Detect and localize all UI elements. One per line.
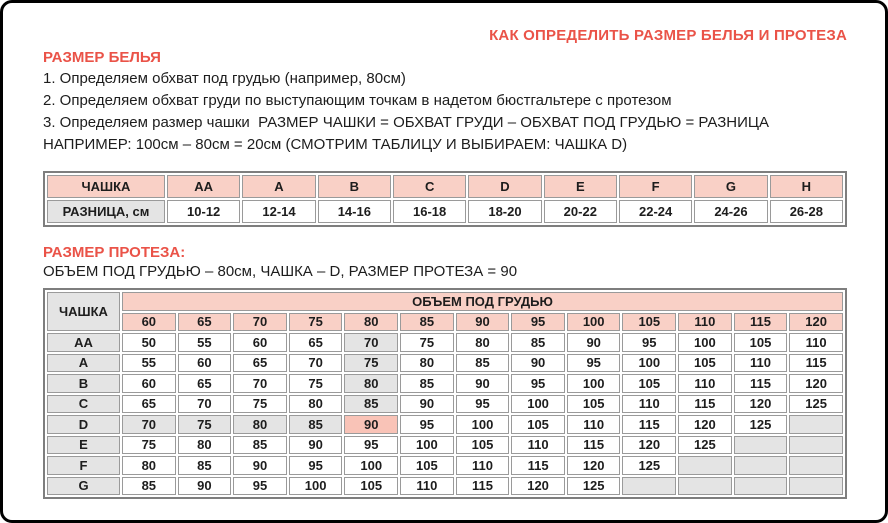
- size-table-row: [47, 436, 843, 455]
- size-table-row: [47, 354, 843, 373]
- size-cell: 100: [456, 415, 510, 434]
- size-cell: 105: [734, 333, 788, 352]
- band-size-cell: 70: [233, 313, 287, 332]
- size-cell: 125: [678, 436, 732, 455]
- size-cell: 90: [233, 456, 287, 475]
- size-cell: 70: [122, 415, 176, 434]
- size-cell: 55: [122, 354, 176, 373]
- difference-cell: 26-28: [770, 200, 843, 223]
- size-cell: [789, 456, 843, 475]
- size-cell: 105: [400, 456, 454, 475]
- size-cell: 100: [511, 395, 565, 414]
- difference-cell: 22-24: [619, 200, 692, 223]
- size-cell: 65: [122, 395, 176, 414]
- size-cell: 110: [622, 395, 676, 414]
- size-cell: 125: [789, 395, 843, 414]
- difference-cell: 14-16: [318, 200, 391, 223]
- size-cell: 120: [511, 477, 565, 496]
- band-size-cell: 100: [567, 313, 621, 332]
- band-size-cell: 65: [178, 313, 232, 332]
- size-cell: 105: [511, 415, 565, 434]
- size-cell: 85: [289, 415, 343, 434]
- size-table-row: [47, 395, 843, 414]
- size-cell: 95: [567, 354, 621, 373]
- page-title: КАК ОПРЕДЕЛИТЬ РАЗМЕР БЕЛЬЯ И ПРОТЕЗА: [489, 27, 847, 44]
- cup-header-cell: C: [393, 175, 466, 198]
- size-cell: 110: [567, 415, 621, 434]
- size-cell: 120: [622, 436, 676, 455]
- size-cell: 85: [178, 456, 232, 475]
- size-cell: 90: [178, 477, 232, 496]
- cup-row-label: AA: [47, 333, 120, 352]
- size-cell: 75: [400, 333, 454, 352]
- cup-header-cell: A: [242, 175, 315, 198]
- band-header-cell: ОБЪЕМ ПОД ГРУДЬЮ: [122, 292, 843, 311]
- band-size-cell: 105: [622, 313, 676, 332]
- size-cell: 80: [233, 415, 287, 434]
- instruction-line: НАПРИМЕР: 100см – 80см = 20см (СМОТРИМ ТАБЛИЦУ И ВЫБИРАЕМ: ЧАШКА D): [43, 136, 628, 153]
- size-cell: 55: [178, 333, 232, 352]
- size-cell: 90: [289, 436, 343, 455]
- size-cell: 85: [122, 477, 176, 496]
- cup-header-cell: AA: [167, 175, 240, 198]
- size-cell: 60: [122, 374, 176, 393]
- instruction-line: 3. Определяем размер чашки РАЗМЕР ЧАШКИ = ОБХВАТ ГРУДИ – ОБХВАТ ПОД ГРУДЬЮ = РАЗНИЦА: [43, 114, 770, 131]
- size-cell: [678, 456, 732, 475]
- band-size-cell: 85: [400, 313, 454, 332]
- cup-header-cell: E: [544, 175, 617, 198]
- size-cell: 85: [344, 395, 398, 414]
- cup-header-cell: G: [694, 175, 767, 198]
- cup-row-label: A: [47, 354, 120, 373]
- size-cell: 70: [289, 354, 343, 373]
- size-cell: 115: [456, 477, 510, 496]
- instruction-line: 2. Определяем обхват груди по выступающим точкам в надетом бюстгальтере с протезом: [43, 92, 672, 109]
- prosthesis-size-table: [43, 288, 847, 499]
- size-cell: 75: [233, 395, 287, 414]
- cup-header-cell: D: [468, 175, 541, 198]
- size-cell: 90: [511, 354, 565, 373]
- difference-cell: 12-14: [242, 200, 315, 223]
- size-cell: 80: [400, 354, 454, 373]
- size-cell: 125: [734, 415, 788, 434]
- size-cell: 80: [344, 374, 398, 393]
- size-cell: 85: [456, 354, 510, 373]
- band-size-cell: 120: [789, 313, 843, 332]
- cup-header-cell: B: [318, 175, 391, 198]
- size-table-body: [47, 333, 843, 495]
- size-table-row: [47, 456, 843, 475]
- band-size-cell: 110: [678, 313, 732, 332]
- size-cell: 95: [400, 415, 454, 434]
- size-cell: 110: [400, 477, 454, 496]
- cup-table-corner: ЧАШКА: [47, 175, 165, 198]
- cup-row-label: B: [47, 374, 120, 393]
- size-cell: 85: [233, 436, 287, 455]
- size-table-corner: ЧАШКА: [47, 292, 120, 331]
- difference-cell: 20-22: [544, 200, 617, 223]
- size-cell: 75: [178, 415, 232, 434]
- section-underwear-heading: РАЗМЕР БЕЛЬЯ: [43, 49, 161, 66]
- size-cell: 70: [233, 374, 287, 393]
- size-cell: 110: [456, 456, 510, 475]
- cup-table-diff-row: [47, 200, 843, 223]
- instructions: [43, 68, 847, 156]
- size-table-band-sizes-row: [47, 313, 843, 332]
- size-cell: 90: [456, 374, 510, 393]
- size-cell: 105: [344, 477, 398, 496]
- size-table-row: [47, 415, 843, 434]
- size-cell: 60: [233, 333, 287, 352]
- cup-row-label: C: [47, 395, 120, 414]
- size-cell: 120: [734, 395, 788, 414]
- size-cell: 95: [456, 395, 510, 414]
- size-cell: 50: [122, 333, 176, 352]
- difference-cell: 24-26: [694, 200, 767, 223]
- size-cell: 85: [511, 333, 565, 352]
- size-cell: 115: [622, 415, 676, 434]
- size-cell: 115: [678, 395, 732, 414]
- band-size-cell: 60: [122, 313, 176, 332]
- band-size-cell: 95: [511, 313, 565, 332]
- size-cell: 110: [511, 436, 565, 455]
- size-cell: 105: [678, 354, 732, 373]
- size-cell: 100: [622, 354, 676, 373]
- size-cell: 110: [789, 333, 843, 352]
- size-cell: 120: [789, 374, 843, 393]
- size-table-band-header-row: [47, 292, 843, 311]
- size-cell: 95: [233, 477, 287, 496]
- size-cell: 70: [344, 333, 398, 352]
- size-cell: 100: [678, 333, 732, 352]
- size-cell: 100: [344, 456, 398, 475]
- size-cell: 115: [789, 354, 843, 373]
- size-cell: [678, 477, 732, 496]
- size-cell: 100: [567, 374, 621, 393]
- size-cell: 105: [622, 374, 676, 393]
- size-cell: 100: [400, 436, 454, 455]
- size-cell: 115: [567, 436, 621, 455]
- section-prosthesis-heading: РАЗМЕР ПРОТЕЗА:: [43, 244, 186, 261]
- size-cell: 120: [678, 415, 732, 434]
- size-cell: 95: [344, 436, 398, 455]
- band-size-cell: 75: [289, 313, 343, 332]
- size-cell: 60: [178, 354, 232, 373]
- difference-row-label: РАЗНИЦА, см: [47, 200, 165, 223]
- size-cell: 85: [400, 374, 454, 393]
- cup-header-cell: F: [619, 175, 692, 198]
- size-cell: 90: [400, 395, 454, 414]
- size-cell: [734, 456, 788, 475]
- cup-row-label: D: [47, 415, 120, 434]
- size-cell: 80: [178, 436, 232, 455]
- cup-header-cell: H: [770, 175, 843, 198]
- size-cell: 65: [233, 354, 287, 373]
- size-cell: [789, 477, 843, 496]
- difference-cell: 10-12: [167, 200, 240, 223]
- size-cell: 90: [567, 333, 621, 352]
- cup-size-table: [43, 171, 847, 227]
- size-cell: [734, 477, 788, 496]
- size-cell: 95: [622, 333, 676, 352]
- size-cell: 105: [567, 395, 621, 414]
- size-table-row: [47, 374, 843, 393]
- size-cell: [789, 436, 843, 455]
- size-cell: 100: [289, 477, 343, 496]
- size-cell: 95: [511, 374, 565, 393]
- cup-row-label: E: [47, 436, 120, 455]
- band-size-cell: 115: [734, 313, 788, 332]
- size-cell: 75: [122, 436, 176, 455]
- cup-row-label: G: [47, 477, 120, 496]
- size-cell: 65: [178, 374, 232, 393]
- size-cell: 115: [734, 374, 788, 393]
- difference-cell: 18-20: [468, 200, 541, 223]
- prosthesis-example-line: ОБЪЕМ ПОД ГРУДЬЮ – 80см, ЧАШКА – D, РАЗМЕР ПРОТЕЗА = 90: [43, 263, 518, 280]
- size-table-row: [47, 477, 843, 496]
- size-cell: 80: [122, 456, 176, 475]
- size-cell: 95: [289, 456, 343, 475]
- size-cell: 120: [567, 456, 621, 475]
- size-cell: 110: [734, 354, 788, 373]
- size-cell: 75: [344, 354, 398, 373]
- size-cell: [734, 436, 788, 455]
- size-cell: [789, 415, 843, 434]
- size-cell: 90: [344, 415, 398, 434]
- difference-cell: 16-18: [393, 200, 466, 223]
- size-cell: 80: [289, 395, 343, 414]
- cup-table-header-row: [47, 175, 843, 198]
- size-cell: 65: [289, 333, 343, 352]
- size-cell: 70: [178, 395, 232, 414]
- size-cell: 115: [511, 456, 565, 475]
- band-size-cell: 90: [456, 313, 510, 332]
- instruction-line: 1. Определяем обхват под грудью (например, 80см): [43, 70, 406, 87]
- band-size-cell: 80: [344, 313, 398, 332]
- size-cell: 110: [678, 374, 732, 393]
- cup-row-label: F: [47, 456, 120, 475]
- size-cell: 125: [567, 477, 621, 496]
- size-cell: 75: [289, 374, 343, 393]
- size-cell: 125: [622, 456, 676, 475]
- size-cell: 105: [456, 436, 510, 455]
- size-table-row: [47, 333, 843, 352]
- size-cell: [622, 477, 676, 496]
- size-cell: 80: [456, 333, 510, 352]
